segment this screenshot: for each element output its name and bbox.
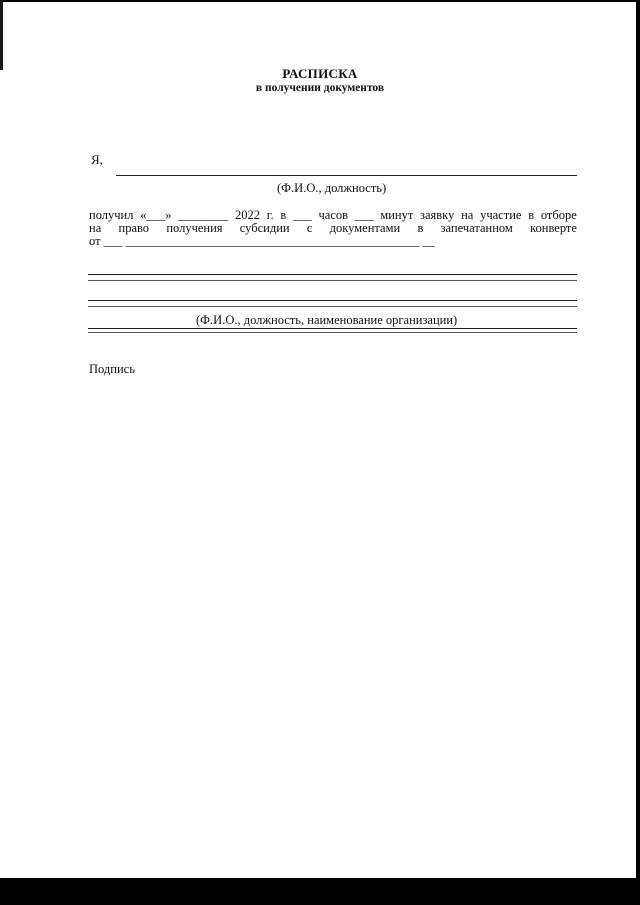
blank-line-1 <box>88 274 577 275</box>
paragraph-word: конверте <box>530 221 577 235</box>
paragraph-word: участие <box>480 208 522 222</box>
paragraph-word: «___» <box>140 208 172 222</box>
paragraph-word: с <box>306 221 313 235</box>
paragraph-word: заявку <box>420 208 455 222</box>
blank-line-3 <box>88 300 577 301</box>
paragraph-word: ________ <box>178 208 229 222</box>
paragraph-word: получения <box>166 221 223 235</box>
paragraph-word: 2022 <box>234 208 260 222</box>
fio-blank-line <box>116 175 577 176</box>
paragraph-word: получил <box>89 208 134 222</box>
blank-line-6 <box>88 332 577 333</box>
paragraph-word: запечатанном <box>440 221 513 235</box>
paragraph-word: на <box>89 221 102 235</box>
scan-edge-right <box>636 0 640 878</box>
paragraph-word: ___ <box>292 208 312 222</box>
paragraph-word: г. <box>266 208 274 222</box>
scan-edge-top <box>0 0 640 2</box>
paragraph-word: в <box>528 208 535 222</box>
paragraph-word: минут <box>380 208 414 222</box>
scan-edge-bottom <box>0 878 640 905</box>
signature-label: Подпись <box>89 362 135 376</box>
fio-caption: (Ф.И.О., должность) <box>277 181 387 195</box>
paragraph-word: документами <box>329 221 401 235</box>
paragraph-word: субсидии <box>239 221 290 235</box>
blank-line-4 <box>88 306 577 307</box>
document-subtitle: в получении документов <box>255 82 385 94</box>
paragraph-line-3: от ___ _______________________________________________ __ <box>89 234 435 248</box>
blank-line-5 <box>88 328 577 329</box>
paragraph-word: право <box>118 221 150 235</box>
paragraph-word: в <box>417 221 424 235</box>
paragraph-word: ___ <box>354 208 374 222</box>
org-caption: (Ф.И.О., должность, наименование организации) <box>196 313 458 327</box>
paragraph-word: отборе <box>540 208 577 222</box>
blank-line-2 <box>88 280 577 281</box>
paragraph-word: в <box>280 208 287 222</box>
paragraph-word: на <box>461 208 474 222</box>
scan-edge-left <box>0 0 3 70</box>
paragraph-word: часов <box>318 208 349 222</box>
document-title: РАСПИСКА <box>282 66 358 81</box>
i-label: Я, <box>91 152 103 167</box>
receipt-paragraph <box>89 209 577 248</box>
